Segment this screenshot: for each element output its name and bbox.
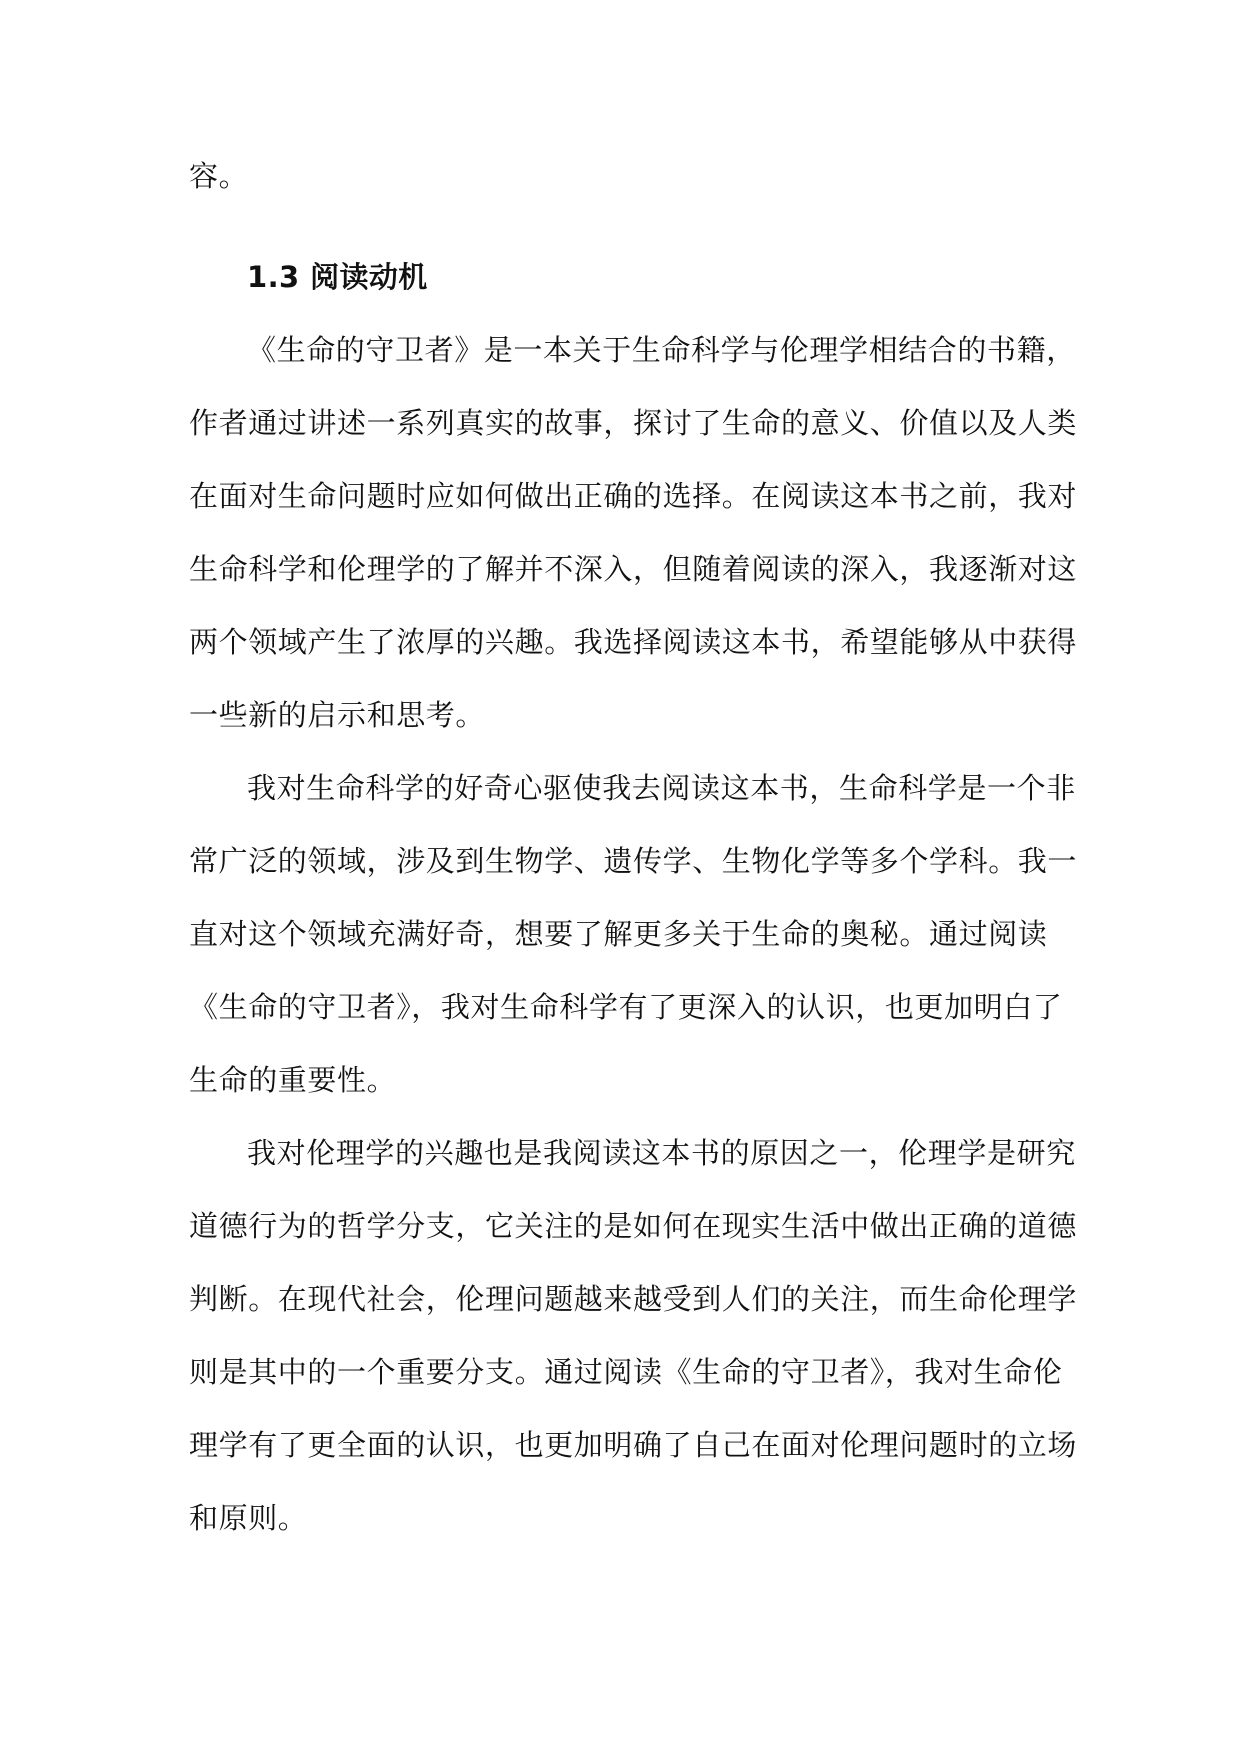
paragraph-line: 则是其中的一个重要分支。通过阅读《生命的守卫者》，我对生命伦 xyxy=(189,1355,1063,1389)
paragraph-line: 一些新的启示和思考。 xyxy=(189,698,486,732)
paragraph-line: 直对这个领域充满好奇，想要了解更多关于生命的奥秘。通过阅读 xyxy=(189,917,1048,951)
paragraph-reading-motivation xyxy=(189,314,1078,752)
paragraph-line: 生命的重要性。 xyxy=(189,1063,397,1097)
paragraph-line: 作者通过讲述一系列真实的故事，探讨了生命的意义、价值以及人类 xyxy=(189,406,1078,440)
paragraph-ethics xyxy=(189,1117,1078,1555)
paragraph-line: 生命科学和伦理学的了解并不深入，但随着阅读的深入，我逐渐对这 xyxy=(189,552,1078,586)
paragraph-life-science xyxy=(189,752,1078,1117)
paragraph-line: 《生命的守卫者》，我对生命科学有了更深入的认识，也更加明白了 xyxy=(189,990,1063,1024)
document-body xyxy=(189,140,1078,1555)
paragraph-line: 和原则。 xyxy=(189,1501,308,1535)
paragraph-line: 我对伦理学的兴趣也是我阅读这本书的原因之一，伦理学是研究 xyxy=(247,1136,1076,1170)
paragraph-line: 《生命的守卫者》是一本关于生命科学与伦理学相结合的书籍， xyxy=(247,333,1076,367)
paragraph-line: 我对生命科学的好奇心驱使我去阅读这本书，生命科学是一个非 xyxy=(247,771,1076,805)
paragraph-line: 理学有了更全面的认识，也更加明确了自己在面对伦理问题时的立场 xyxy=(189,1428,1078,1462)
paragraph-line: 在面对生命问题时应如何做出正确的选择。在阅读这本书之前，我对 xyxy=(189,479,1078,513)
paragraph-line: 常广泛的领域，涉及到生物学、遗传学、生物化学等多个学科。我一 xyxy=(189,844,1078,878)
paragraph-line: 道德行为的哲学分支，它关注的是如何在现实生活中做出正确的道德 xyxy=(189,1209,1078,1243)
continued-text: 容。 xyxy=(189,159,249,193)
paragraph-line: 判断。在现代社会，伦理问题越来越受到人们的关注，而生命伦理学 xyxy=(189,1282,1078,1316)
section-heading: 1.3 阅读动机 xyxy=(247,260,428,294)
paragraph-line: 两个领域产生了浓厚的兴趣。我选择阅读这本书，希望能够从中获得 xyxy=(189,625,1078,659)
